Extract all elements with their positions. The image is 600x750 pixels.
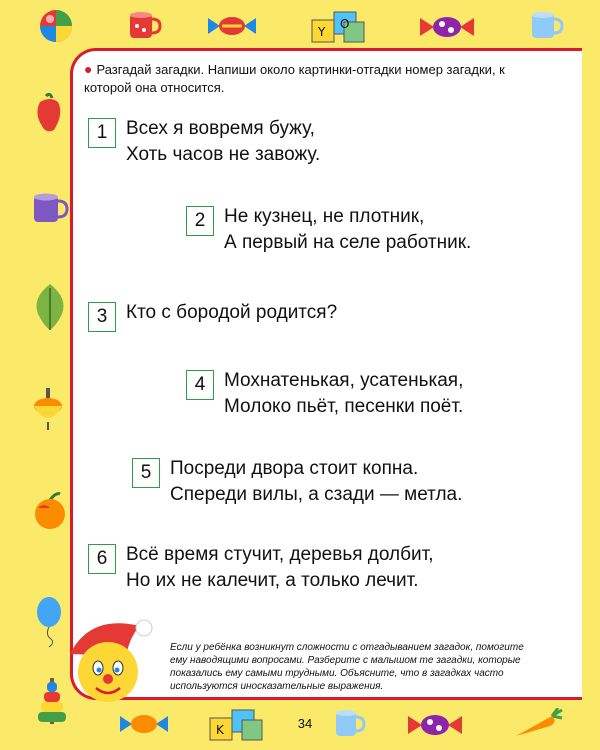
riddle-line: А первый на селе работник.	[224, 232, 472, 253]
riddle-line: Не кузнец, не плотник,	[224, 206, 425, 227]
ball-icon	[38, 8, 74, 44]
block-letter-k: K	[216, 723, 224, 737]
spinning-top-icon	[30, 386, 66, 432]
mug-icon	[30, 190, 70, 226]
mug-icon	[126, 10, 162, 42]
riddle-number-box: 3	[88, 302, 116, 332]
leaf-icon	[32, 282, 68, 332]
block-letter-y: Y	[318, 25, 326, 39]
riddle-number-box: 2	[186, 206, 214, 236]
riddle-line: Всех я вовремя бужу,	[126, 118, 315, 139]
candy-icon	[206, 14, 258, 38]
mug-icon	[528, 8, 564, 42]
riddle-text	[170, 456, 462, 508]
riddle-1	[88, 116, 320, 168]
riddle-4	[186, 368, 463, 420]
carrot-icon	[512, 708, 564, 742]
clown-face-icon	[60, 614, 160, 708]
apple-icon	[30, 492, 70, 530]
riddle-line: Молоко пьёт, песенки поёт.	[224, 396, 464, 417]
pepper-icon	[32, 92, 66, 134]
riddle-3	[88, 300, 337, 332]
riddle-text	[126, 116, 320, 168]
riddle-number-box: 4	[186, 370, 214, 400]
riddle-text	[126, 300, 337, 326]
instruction	[84, 60, 554, 97]
riddle-line: Спереди вилы, а сзади — метла.	[170, 484, 463, 505]
riddle-number-box: 5	[132, 458, 160, 488]
riddle-2	[186, 204, 471, 256]
riddle-number-box: 1	[88, 118, 116, 148]
candy-icon	[418, 14, 476, 40]
riddle-line: Всё время стучит, деревья долбит,	[126, 544, 434, 565]
riddle-line: Но их не калечит, а только лечит.	[126, 570, 419, 591]
riddle-text	[224, 368, 463, 420]
instruction-bullet: ●	[84, 61, 93, 77]
riddle-line: Кто с бородой родится?	[126, 302, 338, 323]
instruction-text: Разгадай загадки. Напиши около картинки-отгадки номер загадки, к которой она относится.	[84, 62, 505, 95]
riddle-6	[88, 542, 434, 594]
mug-icon	[332, 708, 366, 740]
riddle-text	[126, 542, 434, 594]
riddle-number-box: 6	[88, 544, 116, 574]
candy-icon	[118, 712, 170, 736]
block-letter-o: O	[340, 17, 350, 31]
riddle-5	[132, 456, 462, 508]
parent-note: Если у ребёнка возникнут сложности с отгадыванием загадок, помогите ему наводящими вопросами. Разберите с малышом те загадки, которые показались ему самыми трудными. Объясните, что в загадках часто используются иносказательные выражения.	[170, 642, 524, 692]
riddle-line: Посреди двора стоит копна.	[170, 458, 419, 479]
candy-icon	[406, 712, 464, 738]
toy-blocks-icon	[208, 708, 264, 742]
riddle-text	[224, 204, 471, 256]
riddle-line: Мохнатенькая, усатенькая,	[224, 370, 464, 391]
toy-blocks-icon	[310, 8, 366, 44]
page-number: 34	[297, 716, 313, 731]
riddle-line: Хоть часов не завожу.	[126, 144, 321, 165]
